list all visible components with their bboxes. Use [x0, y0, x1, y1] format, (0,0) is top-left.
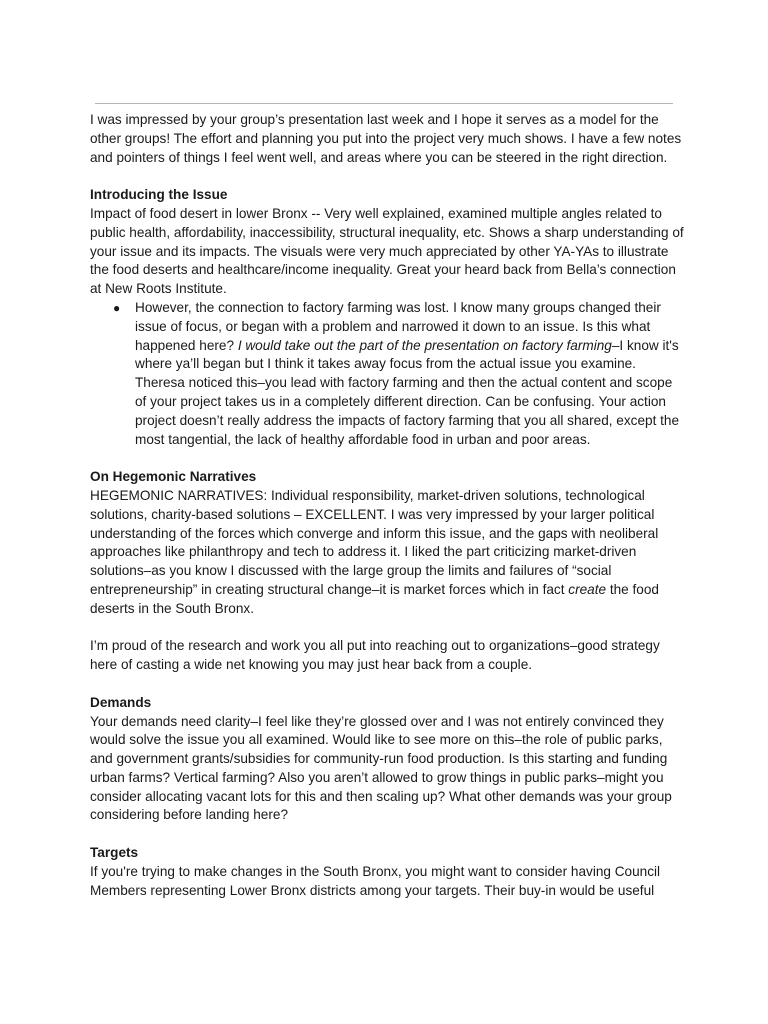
- targets-heading: Targets: [90, 845, 139, 861]
- bullet-text-start: However, the connection to factory farming was lost. I know many groups changed their issue of focus, or began with a problem and narrowed it down to an issue. Is this what happened here?: [135, 299, 661, 353]
- feedback-document: [90, 111, 685, 900]
- list-item: [90, 299, 685, 449]
- horizontal-rule: [95, 103, 673, 104]
- hegemonic-text-end: the food deserts in the South Bronx.: [90, 581, 659, 616]
- demands-body: Your demands need clarity–I feel like they’re glossed over and I was not entirely convinced they would solve the issue you all examined. Would like to see more on this–the role of public parks, and government grants/subsidies for community-run food production. Is this starting and funding urban farms? Vertical farming? Also you aren’t allowed to grow things in public parks–might you consider allocating vacant lots for this and then scaling up? What other demands was your group considering before landing here?: [90, 713, 672, 823]
- bullet-text-italic: I would take out the part of the presentation on factory farming: [237, 337, 612, 353]
- introducing-issue-bullets: [90, 299, 685, 449]
- introducing-issue-heading: Introducing the Issue: [90, 187, 228, 203]
- bullet-text-end: –I know it's where ya’ll began but I think it takes away focus from the actual issue you examine. Theresa noticed this–you lead with factory farming and then the actual content and scope of your project takes us in a completely different direction. Can be confusing. Your action project doesn’t really address the impacts of factory farming that you all shared, except the most tangential, the lack of healthy affordable food in urban and poor areas.: [135, 337, 680, 447]
- research-paragraph: I’m proud of the research and work you all put into reaching out to organizations–good strategy here of casting a wide net knowing you may just hear back from a couple.: [90, 638, 660, 673]
- introducing-issue-body: Impact of food desert in lower Bronx -- Very well explained, examined multiple angles related to public health, affordability, inaccessibility, structural inequality, etc. Shows a sharp understanding of your issue and its impacts. The visuals were very much appreciated by other YA-YAs to illustrate the food deserts and healthcare/income inequality. Great your heard back from Bella’s connection at New Roots Institute.: [90, 205, 684, 297]
- hegemonic-narratives-heading: On Hegemonic Narratives: [90, 469, 257, 485]
- hegemonic-text-start: HEGEMONIC NARRATIVES: Individual responsibility, market-driven solutions, technological solutions, charity-based solutions – EXCELLENT. I was very impressed by your larger political understanding of the forces which converge and inform this issue, and the gaps with neoliberal approaches like philanthropy and tech to address it. I liked the part criticizing market-driven solutions–as you know I discussed with the large group the limits and failures of “social entrepreneurship” in creating structural change–it is market forces which in fact: [90, 487, 659, 597]
- demands-heading: Demands: [90, 694, 152, 710]
- targets-body: If you're trying to make changes in the South Bronx, you might want to consider having Council Members representing Lower Bronx districts among your targets. Their buy-in would be useful: [90, 863, 661, 898]
- intro-paragraph: I was impressed by your group’s presentation last week and I hope it serves as a model for the other groups! The effort and planning you put into the project very much shows. I have a few notes and pointers of things I feel went well, and areas where you can be steered in the right direction.: [90, 112, 682, 165]
- hegemonic-text-italic: create: [568, 581, 607, 597]
- bullet-icon: ●: [113, 300, 121, 315]
- hegemonic-narratives-body: [90, 487, 685, 619]
